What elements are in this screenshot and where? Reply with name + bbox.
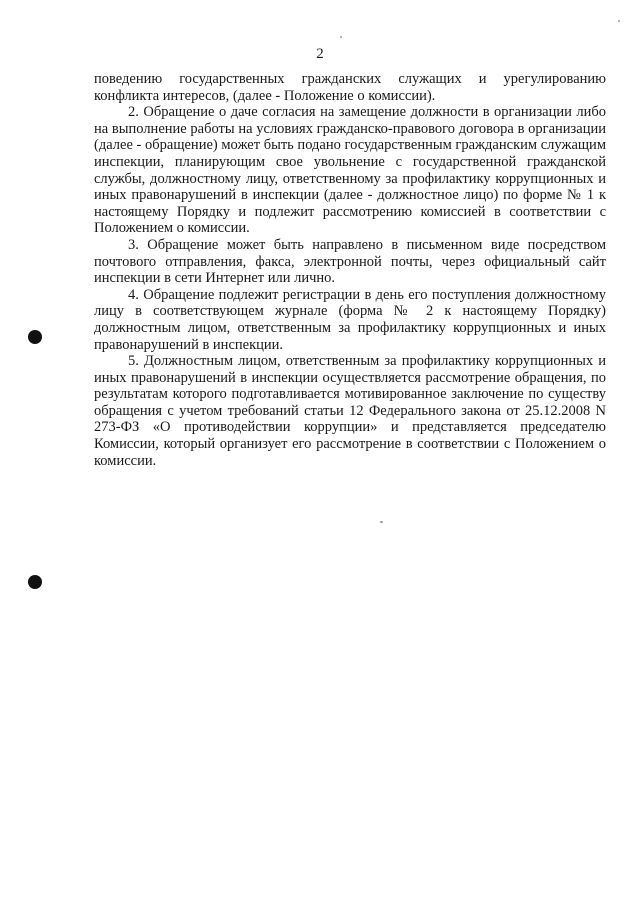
scan-speck — [380, 521, 383, 523]
paragraph-3: 3. Обращение может быть направлено в письменном виде посредством почтового отправления, факса, электронной почты, через официальный сайт инспекции в сети Интернет или лично. — [94, 236, 606, 287]
punch-hole-top — [28, 330, 42, 344]
document-body — [94, 71, 606, 469]
paragraph-2: 2. Обращение о даче согласия на замещение должности в организации либо на выполнение работы на условиях гражданско-правового договора в организации (далее - обращение) может быть подано государственным гражданским служащим инспекции, планирующим свое увольнение с государственной гражданской службы, должностному лицу, ответственному за профилактику коррупционных и иных правонарушений в инспекции (далее - должностное лицо) по форме № 1 к настоящему Порядку и подлежит рассмотрению комиссией в соответствии с Положением о комиссии. — [94, 104, 606, 237]
scan-speck — [340, 36, 342, 38]
paragraph-5: 5. Должностным лицом, ответственным за профилактику коррупционных и иных правонарушений в инспекции осуществляется рассмотрение обращения, по результатам которого подготавливается мотивированное заключение по существу обращения с учетом требований статьи 12 Федерального закона от 25.12.2008 N 273-ФЗ «О противодействии коррупции» и представляется председателю Комиссии, который организует его рассмотрение в соответствии с Положением о комиссии. — [94, 353, 606, 469]
punch-hole-bottom — [28, 575, 42, 589]
scan-speck — [618, 20, 620, 22]
page-number: 2 — [316, 46, 324, 62]
paragraph-4: 4. Обращение подлежит регистрации в день его поступления должностному лицу в соответствующем журнале (форма № 2 к настоящему Порядку) должностным лицом, ответственным за профилактику коррупционных и иных правонарушений в инспекции. — [94, 286, 606, 353]
paragraph-continuation: поведению государственных гражданских служащих и урегулированию конфликта интересов, (далее - Положение о комиссии). — [94, 71, 606, 104]
